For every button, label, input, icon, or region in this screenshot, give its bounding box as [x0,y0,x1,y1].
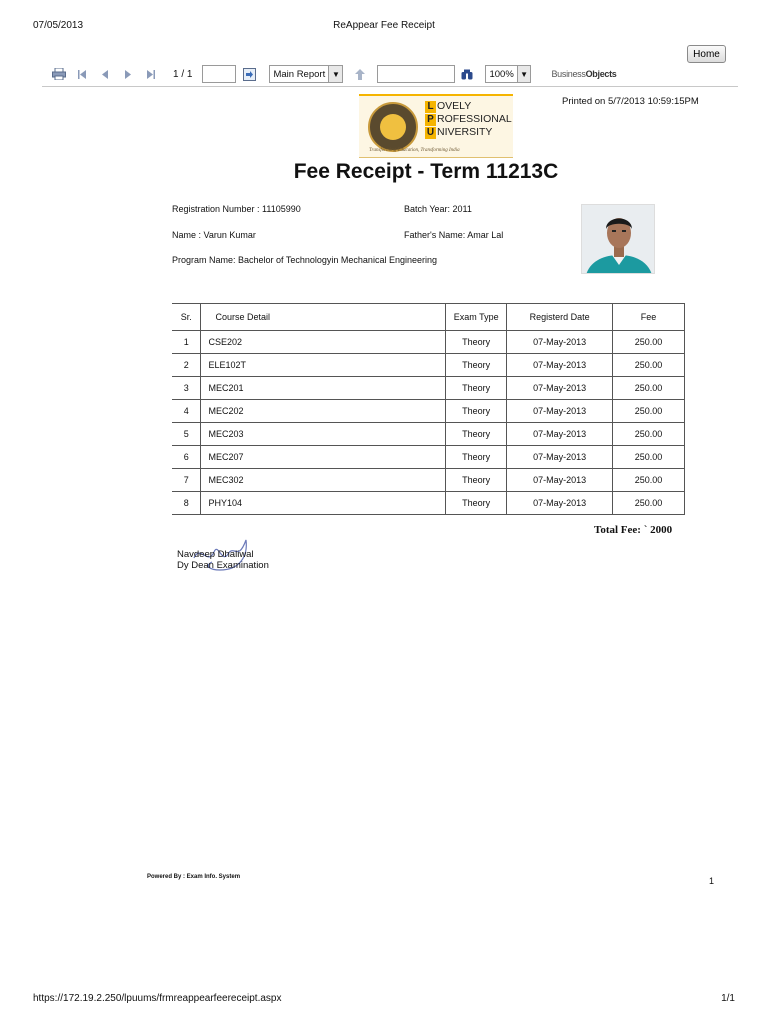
header-fee: Fee [613,304,685,331]
cell-date: 07-May-2013 [507,446,613,469]
university-name: L OVELY P ROFESSIONAL U NIVERSITY [426,100,512,138]
first-page-icon[interactable] [73,65,91,83]
cell-exam-type: Theory [446,354,507,377]
header-course: Course Detail [201,304,446,331]
drill-up-icon[interactable] [351,65,369,83]
last-page-icon[interactable] [142,65,160,83]
university-tagline: Transforming Education, Transforming India [369,148,460,153]
father-name: Father's Name: Amar Lal [404,230,504,240]
previous-page-icon[interactable] [96,65,114,83]
registration-number: Registration Number : 11105990 [172,204,301,214]
powered-by: Powered By : Exam Info. System [147,874,241,880]
cell-sr: 4 [172,400,201,423]
cell-exam-type: Theory [446,423,507,446]
page-indicator: 1 / 1 [173,68,193,80]
header-exam-type: Exam Type [446,304,507,331]
fee-table [172,303,685,515]
cell-sr: 6 [172,446,201,469]
cell-sr: 7 [172,469,201,492]
header-date: Registerd Date [507,304,613,331]
cell-date: 07-May-2013 [507,354,613,377]
cell-date: 07-May-2013 [507,423,613,446]
goto-page-icon[interactable] [240,65,258,83]
university-logo [359,94,513,158]
report-select-value: Main Report [273,68,326,80]
cell-course: MEC202 [201,400,446,423]
total-fee: Total Fee: ` 2000 [594,524,673,536]
table-row [172,354,685,377]
table-row [172,331,685,354]
search-input[interactable] [377,65,455,83]
print-footer-url: https://172.19.2.250/lpuums/frmreappearfeereceipt.aspx [33,993,282,1004]
cell-date: 07-May-2013 [507,331,613,354]
print-footer-pages: 1/1 [721,993,735,1004]
cell-course: ELE102T [201,354,446,377]
cell-exam-type: Theory [446,377,507,400]
cell-fee: 250.00 [613,354,685,377]
cell-fee: 250.00 [613,492,685,515]
print-header-date: 07/05/2013 [33,20,84,31]
cell-fee: 250.00 [613,377,685,400]
receipt-title: Fee Receipt - Term 11213C [293,160,559,183]
cell-sr: 3 [172,377,201,400]
cell-course: MEC203 [201,423,446,446]
student-name: Name : Varun Kumar [172,230,256,240]
cell-exam-type: Theory [446,492,507,515]
cell-exam-type: Theory [446,469,507,492]
page-number: 1 [709,876,715,886]
cell-date: 07-May-2013 [507,400,613,423]
cell-course: MEC302 [201,469,446,492]
signatory-name: Navdeep Dhaliwal [177,549,254,560]
home-button[interactable]: Home [687,45,726,63]
zoom-select-value: 100% [489,68,514,80]
batch-year: Batch Year: 2011 [404,204,472,214]
report-select[interactable] [269,65,343,83]
cell-sr: 2 [172,354,201,377]
cell-exam-type: Theory [446,331,507,354]
next-page-icon[interactable] [119,65,137,83]
university-emblem-icon [368,102,418,152]
cell-sr: 5 [172,423,201,446]
cell-date: 07-May-2013 [507,377,613,400]
cell-fee: 250.00 [613,331,685,354]
signatory-designation: Dy Dean Examination [177,560,269,571]
binoculars-search-icon[interactable] [458,65,476,83]
cell-sr: 8 [172,492,201,515]
print-header-title: ReAppear Fee Receipt [333,20,435,31]
cell-date: 07-May-2013 [507,492,613,515]
business-objects-logo: BusinessObjects [551,69,617,79]
table-row [172,377,685,400]
cell-course: CSE202 [201,331,446,354]
cell-sr: 1 [172,331,201,354]
cell-date: 07-May-2013 [507,469,613,492]
table-row [172,400,685,423]
zoom-select[interactable] [485,65,531,83]
goto-page-input[interactable] [202,65,236,83]
signatory [177,549,269,571]
cell-course: MEC201 [201,377,446,400]
printer-icon[interactable] [50,65,68,83]
cell-course: PHY104 [201,492,446,515]
table-row [172,492,685,515]
cell-course: MEC207 [201,446,446,469]
printed-on-timestamp: Printed on 5/7/2013 10:59:15PM [562,96,699,107]
table-header-row [172,304,685,331]
table-row [172,423,685,446]
cell-exam-type: Theory [446,446,507,469]
cell-fee: 250.00 [613,400,685,423]
cell-exam-type: Theory [446,400,507,423]
toolbar-divider [42,86,738,87]
student-photo [581,204,655,274]
table-row [172,469,685,492]
cell-fee: 250.00 [613,446,685,469]
chevron-down-icon: ▼ [517,66,531,82]
report-toolbar [50,63,617,85]
table-row [172,446,685,469]
program-name: Program Name: Bachelor of Technologyin Mechanical Engineering [172,255,437,265]
chevron-down-icon: ▼ [328,66,342,82]
cell-fee: 250.00 [613,423,685,446]
cell-fee: 250.00 [613,469,685,492]
header-sr: Sr. [172,304,201,331]
